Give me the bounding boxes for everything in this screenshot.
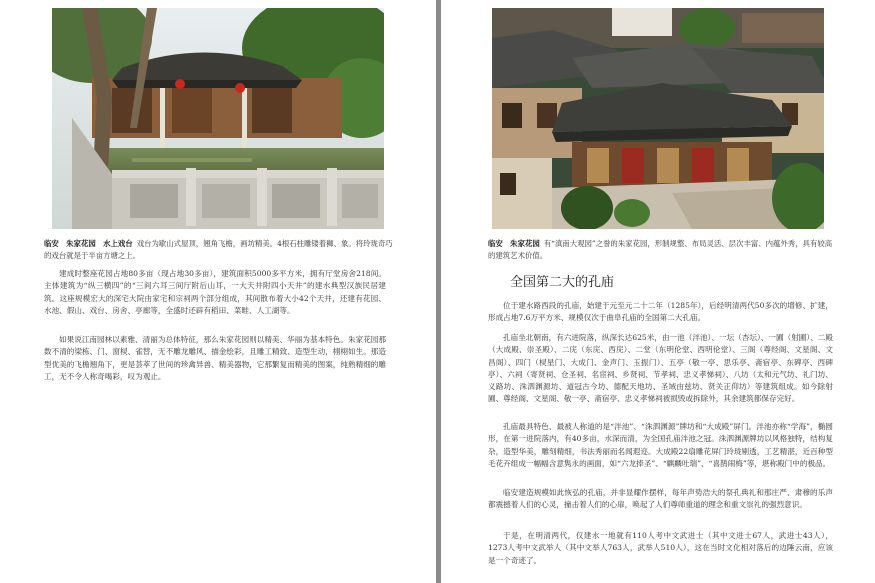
right-photo-caption <box>488 238 833 262</box>
right-paragraph-4: 临安建造规模如此恢弘的孔庙，并非显耀作摆样，每年声势浩大的祭孔典礼和那庄严、肃穆的乐声都震撼着人们的心灵，撞击着人们的心扉，唤起了人们尊师重道的理念和重文崇礼的强烈意识。 <box>488 488 833 510</box>
left-paragraph-2: 如果说江南园林以素雅、清丽为总体特征，那么朱家花园则以精美、华丽为基本特色。朱家花园那数不清的梁栋、门、窗棂、雀替，无不雕龙雕风、描金绘彩，且雕工精致、造型生动，栩栩如生。那造型优美的飞檐翘角下，更是荟萃了世间的珍禽异兽、精美器物，它那繁复而精美的图案，纯熟精细的雕工，无不令人称奇喝彩，叹为观止。 <box>44 335 386 381</box>
left-caption-title: 临安 朱家花园 水上戏台 <box>44 239 133 248</box>
courtyard-photo <box>492 8 824 229</box>
courtyard-rooftops-illustration <box>492 8 824 229</box>
left-paragraph-1: 建成时整座花园占地80多亩（现占地30多亩），建筑面积5000多平方米，拥有厅堂房舍218间。主体建筑为“纵三横四”的“三间六耳三间厅附后山耳，一大天井附四小天井”的建水典型汉族民居建筑。这座规模宏大的深宅大院由家宅和宗祠两个部分组成，其间散布着大小42个天井，还建有花园、水池、假山、戏台、房舍、亭廊等，全盛时还辟有稻田、菜畦、人工湖等。 <box>44 269 386 315</box>
right-paragraph-2: 孔庙坐北朝南，有六进院落，纵深长达625米，由一池（泮池）、一坛（杏坛）、一圃（射圃）、二殿（大成殿、崇圣殿）、二庑（东庑、西庑）、二堂（东明伦堂、西明伦堂）、三阁（尊经阁、文星阁、文昌阁）、四门（棂星门、大成门、金声门、玉振门）、五亭（敬一亭、思乐亭、斋宿亭、东碑亭、西碑亭）、六祠（寄贤祠、仓圣祠、名宦祠、乡贤祠、节孝祠、忠义孝悌祠）、八坊（太和元气坊、礼门坊、义路坊、洙泗渊源坊、道冠古今坊、德配天地坊、圣域由兹坊、贤关正仰坊）等建筑组成。如今除射圃、尊经阁、文星阁、敬一亭、斋宿亭、忠义孝悌祠被损毁或拆除外，其余建筑都保存完好。 <box>488 333 833 404</box>
garden-pond-illustration <box>52 8 384 229</box>
left-page <box>0 0 436 583</box>
garden-pond-photo <box>52 8 384 229</box>
section-heading: 全国第二大的孔庙 <box>510 275 615 290</box>
right-paragraph-3: 孔庙最具特色、最被人称道的是“泮池”、“洙泗渊源”牌坊和“大成殿”屏门。泮池亦称“学海”，椭圆形，在第一进院落内，有40多亩，水深而清，为全国孔庙泮池之冠。洙泗渊源牌坊以风格独特，结构复杂，造型华美，雕刻精细，书法秀丽而名闻遐迩。大成殿22扇雕花屏门玲珑剔透，工艺精湛，近百种型毛花卉组成一幅幅含意隽永的画面，如“六龙捧圣”、“麒麟吐瑞”、“喜鹊闹梅”等，堪称殿门中的极品。 <box>488 422 833 468</box>
right-paragraph-1: 位于建水路西段的孔庙，始建于元至元二十二年（1285年），后经明清两代50多次的增修、扩建，形成占地7.6万平方米、规模仅次于曲阜孔庙的全国第二大孔庙。 <box>488 301 833 323</box>
right-page <box>441 0 875 583</box>
right-paragraph-5: 于是，在明清两代，仅建水一地就有110人考中文武进士（其中文进士67人，武进士43人），1273人考中文武举人（其中文举人763人，武举人510人），这在当时文化相对落后的边陲云南，应该是一个奇迹了。 <box>488 531 833 565</box>
left-photo-caption <box>44 238 394 262</box>
right-caption-title: 临安 朱家花园 <box>488 239 540 248</box>
right-caption-text: 有“滇南大观园”之誉的朱家花园，形制规整、布局灵活、层次丰富、内蕴外秀，具有较高的建筑艺术价值。 <box>488 239 833 260</box>
left-caption-text: 戏台为歇山式屋顶，翘角飞檐，画坊精美。4根石柱雕镂着狮、象。将玲珑奇巧的戏台就是于半亩方塘之上。 <box>44 239 393 260</box>
